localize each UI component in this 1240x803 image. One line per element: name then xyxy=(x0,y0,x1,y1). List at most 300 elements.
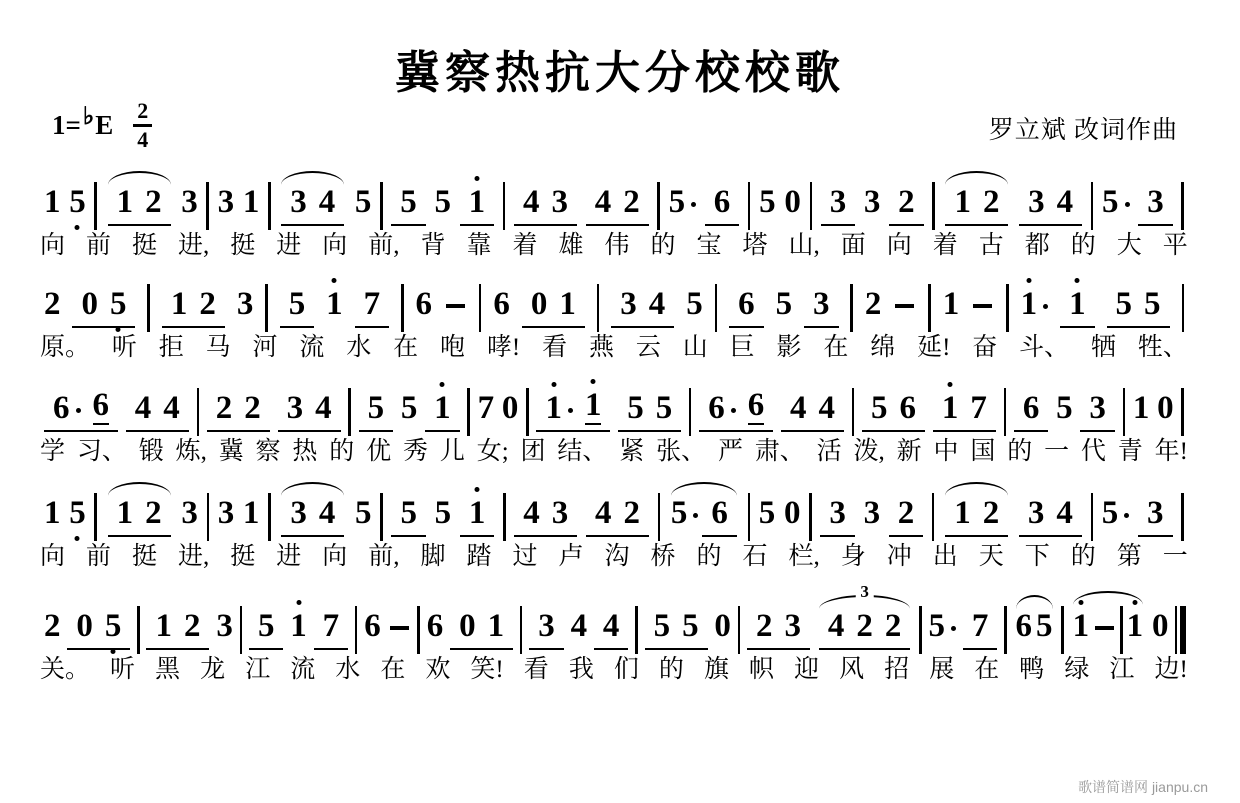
note-digit-wrap xyxy=(290,497,307,530)
note-digit: 3 xyxy=(829,184,847,220)
lyric-syllable: 一 xyxy=(1044,438,1070,465)
slur-group xyxy=(817,582,913,650)
note-digit: 0 xyxy=(76,608,93,644)
note-digit: 6 xyxy=(426,607,444,644)
lyric-syllable: 龙 xyxy=(200,656,226,683)
note xyxy=(400,497,417,530)
key-prefix: 1= xyxy=(52,109,81,140)
note-digit-wrap xyxy=(871,392,888,425)
beam-group xyxy=(536,386,610,433)
note-digit: 2 xyxy=(199,286,216,322)
lyric-syllable: 欢 xyxy=(425,656,451,683)
augmentation-dot xyxy=(568,408,573,413)
note-digit-wrap xyxy=(469,497,486,530)
note-digit: 0 xyxy=(784,183,801,220)
beam-group xyxy=(804,288,839,328)
note-digit: 2 xyxy=(982,495,1000,531)
beam-group xyxy=(862,392,925,432)
note xyxy=(570,607,588,651)
lyrics-row xyxy=(40,230,1188,262)
note xyxy=(44,494,61,538)
note xyxy=(1102,183,1130,227)
beam-group xyxy=(278,392,341,432)
key-and-time-signature xyxy=(52,100,152,151)
note-digit: 4 xyxy=(134,390,152,426)
barline xyxy=(932,182,935,230)
note xyxy=(670,494,699,538)
beam-group xyxy=(586,497,649,537)
augmentation-dot xyxy=(691,202,696,207)
beam-group xyxy=(514,497,577,537)
lyric-syllable: 团 xyxy=(520,438,546,465)
lyrics-row xyxy=(40,654,1188,686)
beam-group xyxy=(1138,186,1173,226)
note-digit: 4 xyxy=(827,608,845,644)
note-digit: 6 xyxy=(415,285,433,322)
note-digit-wrap xyxy=(319,497,336,530)
beam-group xyxy=(108,497,171,537)
note-digit-wrap xyxy=(538,610,555,643)
beam-group xyxy=(747,610,810,650)
note xyxy=(135,392,152,425)
note-digit-wrap xyxy=(258,610,275,643)
note xyxy=(1144,288,1161,321)
slur-arc xyxy=(108,482,171,496)
note-digit: 2 xyxy=(982,184,1000,220)
note xyxy=(290,497,307,530)
note xyxy=(885,610,902,643)
lyric-syllable: 炼, xyxy=(175,438,207,465)
octave-dot-above xyxy=(551,382,556,387)
note xyxy=(1152,607,1169,651)
note xyxy=(856,610,873,643)
barline xyxy=(657,182,660,230)
barline xyxy=(689,388,692,436)
note-digit-wrap xyxy=(155,610,172,643)
barline xyxy=(1182,284,1185,332)
note-digit-wrap xyxy=(44,607,61,644)
note xyxy=(244,392,261,425)
barline xyxy=(380,182,383,230)
beam-group xyxy=(162,288,225,328)
lyric-syllable: 察 xyxy=(255,438,281,465)
note xyxy=(756,610,773,643)
lyric-syllable: 桥 xyxy=(650,543,676,570)
beam-group xyxy=(1138,497,1173,537)
barline xyxy=(1004,606,1007,654)
note xyxy=(623,497,640,530)
lyric-syllable: 的 xyxy=(329,438,355,465)
lyric-syllable: 风 xyxy=(839,656,865,683)
note-digit-wrap xyxy=(523,186,540,219)
augmentation-dot xyxy=(693,513,698,518)
note-digit: 5 xyxy=(69,494,86,531)
note xyxy=(523,186,540,219)
note xyxy=(163,392,180,425)
note-digit-wrap xyxy=(714,186,731,219)
note-digit: 5 xyxy=(655,390,673,426)
lyric-syllable: 泼, xyxy=(853,438,885,465)
note-digit: 1 xyxy=(44,494,61,531)
note-digit: 1 xyxy=(1069,286,1086,322)
note-digit-wrap xyxy=(217,183,235,220)
barline xyxy=(137,606,140,654)
composer-credit: 罗立斌 改词作曲 xyxy=(988,117,1178,144)
note xyxy=(145,186,162,219)
note xyxy=(603,610,620,643)
note xyxy=(620,288,637,321)
note xyxy=(584,386,602,426)
note-digit: 5 xyxy=(653,608,671,644)
note-digit: 1 xyxy=(155,608,172,644)
lyric-syllable: 的 xyxy=(696,543,722,570)
note-digit: 1 xyxy=(1020,285,1038,322)
note-digit: 4 xyxy=(570,607,588,644)
note-digit: 4 xyxy=(790,390,807,426)
lyric-syllable: 江 xyxy=(1109,656,1135,683)
tuplet-number: 3 xyxy=(855,583,874,600)
note-digit: 0 xyxy=(1152,607,1169,644)
note-digit-wrap xyxy=(523,497,540,530)
barline xyxy=(597,284,600,332)
barline xyxy=(748,493,751,541)
final-barline xyxy=(1175,606,1186,654)
note-digit-wrap xyxy=(668,183,686,220)
octave-dot-above xyxy=(1026,278,1031,283)
lyric-syllable: 山 xyxy=(682,334,708,361)
lyric-syllable: 帜 xyxy=(749,656,775,683)
note xyxy=(493,285,510,329)
note xyxy=(415,285,433,329)
lyric-syllable: 结、 xyxy=(557,438,608,465)
lyric-syllable: 笑! xyxy=(470,656,504,683)
note-digit: 1 xyxy=(242,183,260,220)
note xyxy=(459,610,476,643)
note-digit-wrap xyxy=(829,497,846,530)
lyric-syllable: 青 xyxy=(1117,438,1143,465)
note-digit-wrap xyxy=(1028,497,1045,530)
lyric-syllable: 古 xyxy=(978,232,1004,259)
note xyxy=(871,392,888,425)
note xyxy=(426,607,444,651)
note-digit: 1 xyxy=(942,285,960,322)
lyric-syllable: 向 xyxy=(886,232,912,259)
barline xyxy=(852,388,855,436)
note-digit: 1 xyxy=(1072,607,1090,644)
slur-arc xyxy=(1016,595,1053,609)
note xyxy=(552,497,569,530)
note-digit: 2 xyxy=(44,285,61,322)
note-digit: 2 xyxy=(145,495,162,531)
lyric-syllable: 水 xyxy=(335,656,361,683)
lyric-syllable: 巨 xyxy=(729,334,755,361)
lyric-syllable: 严 xyxy=(717,438,743,465)
note-digit-wrap xyxy=(319,186,336,219)
note-digit: 3 xyxy=(784,608,802,644)
note xyxy=(242,494,260,538)
note-digit: 5 xyxy=(288,286,306,322)
note xyxy=(829,497,846,530)
slur-group xyxy=(1014,607,1055,651)
lyric-syllable: 向 xyxy=(40,543,66,570)
lyric-syllable: 一 xyxy=(1162,543,1188,570)
barline xyxy=(1006,284,1009,332)
note xyxy=(784,183,801,227)
note-digit-wrap xyxy=(81,288,98,321)
note-digit-wrap xyxy=(603,610,620,643)
lyric-syllable: 原。 xyxy=(40,334,91,361)
lyric-syllable: 进, xyxy=(178,543,210,570)
lyric-syllable: 新 xyxy=(896,438,922,465)
lyric-syllable: 鸭 xyxy=(1019,656,1045,683)
barline xyxy=(1061,606,1064,654)
note xyxy=(364,288,381,321)
note-digit: 7 xyxy=(322,608,340,644)
note-digit-wrap xyxy=(620,288,637,321)
lyric-syllable: 奋 xyxy=(972,334,998,361)
note xyxy=(790,392,807,425)
note-digit: 2 xyxy=(44,607,61,644)
beam-group xyxy=(450,610,513,650)
note-digit: 3 xyxy=(1028,184,1045,220)
note xyxy=(813,288,830,321)
slur-group xyxy=(106,497,173,537)
barline xyxy=(240,606,243,654)
note-digit: 3 xyxy=(863,183,881,220)
note-digit-wrap xyxy=(488,610,505,643)
note-digit: 4 xyxy=(602,608,620,644)
octave-dot-above xyxy=(948,382,953,387)
dash-note xyxy=(973,304,992,309)
note-digit-wrap xyxy=(1072,607,1090,644)
beam-group xyxy=(314,610,349,650)
note-digit-wrap xyxy=(686,285,703,322)
note-digit-wrap xyxy=(242,183,260,220)
lyric-syllable: 进 xyxy=(276,232,302,259)
note-digit: 5 xyxy=(434,494,452,531)
note-digit-wrap xyxy=(184,610,201,643)
note-digit: 4 xyxy=(163,390,180,426)
note xyxy=(1101,494,1130,538)
beam-group xyxy=(146,610,209,650)
note xyxy=(469,186,486,219)
lyric-syllable: 听 xyxy=(110,656,136,683)
note-digit: 3 xyxy=(1089,390,1106,426)
note-digit-wrap xyxy=(570,607,588,644)
note-digit-wrap xyxy=(236,285,254,322)
note xyxy=(319,497,336,530)
augmentation-dot xyxy=(1125,202,1130,207)
note-digit-wrap xyxy=(595,186,612,219)
lyric-syllable: 看 xyxy=(523,656,549,683)
lyric-syllable: 咆 xyxy=(440,334,466,361)
note-digit-wrap xyxy=(885,610,902,643)
beam-group xyxy=(699,386,773,433)
note-digit: 3 xyxy=(551,495,569,531)
note-digit-wrap xyxy=(199,288,216,321)
note-digit-wrap xyxy=(242,494,260,531)
lyric-syllable: 马 xyxy=(205,334,231,361)
watermark: 歌谱简谱网 jianpu.cn xyxy=(1078,779,1208,795)
note xyxy=(627,392,644,425)
note xyxy=(738,288,755,321)
note-digit: 3 xyxy=(813,286,830,322)
note-digit: 4 xyxy=(818,390,836,426)
octave-dot-above xyxy=(296,600,301,605)
note-digit-wrap xyxy=(145,186,162,219)
note xyxy=(236,285,254,329)
note-digit: 1 xyxy=(116,495,134,531)
beam-group xyxy=(108,186,171,226)
lyric-syllable: 在 xyxy=(974,656,1000,683)
lyric-syllable: 流 xyxy=(290,656,316,683)
octave-dot-above xyxy=(591,379,596,384)
lyric-syllable: 靠 xyxy=(466,232,492,259)
note-digit-wrap xyxy=(714,607,731,644)
note-digit-wrap xyxy=(954,497,971,530)
note-digit-wrap xyxy=(790,392,807,425)
note-digit-wrap xyxy=(595,497,612,530)
note xyxy=(290,186,307,219)
final-barline-thin xyxy=(1175,606,1177,654)
note-digit: 5 xyxy=(1102,183,1119,220)
note-digit-wrap xyxy=(117,497,134,530)
barline xyxy=(417,606,420,654)
lyric-syllable: 国 xyxy=(970,438,996,465)
note-digit: 2 xyxy=(623,495,640,531)
note-digit: 5 xyxy=(69,183,86,220)
note-digit-wrap xyxy=(942,392,959,425)
note-digit: 5 xyxy=(400,389,418,426)
note xyxy=(289,288,306,321)
lyric-syllable: 挺 xyxy=(230,543,256,570)
note xyxy=(354,183,372,227)
note-digit: 1 xyxy=(290,607,307,644)
note xyxy=(216,392,233,425)
lyric-syllable: 秀 xyxy=(402,438,428,465)
note xyxy=(819,392,836,425)
barline xyxy=(809,493,812,541)
note-digit: 0 xyxy=(783,494,801,531)
note xyxy=(942,285,960,329)
beam-group xyxy=(645,610,708,650)
note-digit-wrap xyxy=(290,186,307,219)
note-digit: 0 xyxy=(714,607,731,644)
note-digit-wrap xyxy=(627,392,644,425)
lyric-syllable: 的 xyxy=(650,232,676,259)
barline xyxy=(1123,388,1126,436)
lyric-syllable: 背 xyxy=(420,232,446,259)
lyric-syllable: 肃、 xyxy=(754,438,805,465)
dash-note xyxy=(895,304,914,309)
augmentation-dot xyxy=(1043,304,1048,309)
beam-group xyxy=(44,386,118,433)
note-digit: 1 xyxy=(545,390,562,426)
note-digit: 2 xyxy=(244,390,261,426)
note xyxy=(290,607,307,651)
note-digit-wrap xyxy=(1028,186,1045,219)
lyric-syllable: 都 xyxy=(1024,232,1050,259)
barline xyxy=(503,493,506,541)
note xyxy=(258,610,275,643)
lyric-syllable: 平 xyxy=(1162,232,1188,259)
note-digit: 5 xyxy=(686,285,703,322)
note-digit-wrap xyxy=(584,386,602,423)
lyric-syllable: 水 xyxy=(346,334,372,361)
note-digit-wrap xyxy=(477,389,495,426)
octave-dot-above xyxy=(475,487,480,492)
beam-group xyxy=(618,392,681,432)
note-digit: 7 xyxy=(477,389,495,426)
note-digit: 1 xyxy=(1126,607,1144,644)
note xyxy=(623,186,640,219)
note-digit-wrap xyxy=(434,392,451,425)
lyric-syllable: 中 xyxy=(933,438,959,465)
beam-group xyxy=(425,392,460,432)
barline xyxy=(520,606,523,654)
note-digit-wrap xyxy=(92,386,110,423)
note-digit: 1 xyxy=(954,495,971,531)
note xyxy=(1072,607,1090,651)
note-digit: 4 xyxy=(315,390,332,426)
octave-dot-above xyxy=(1078,600,1083,605)
slur-group xyxy=(669,494,739,538)
lyric-syllable: 冀 xyxy=(218,438,244,465)
note-digit: 3 xyxy=(217,494,235,531)
beam-group xyxy=(1019,497,1082,537)
lyric-syllable: 在 xyxy=(823,334,849,361)
barline xyxy=(1181,182,1184,230)
note xyxy=(434,183,451,227)
note-digit-wrap xyxy=(813,288,830,321)
barline xyxy=(467,388,470,436)
beam-group xyxy=(945,497,1008,537)
note-digit-wrap xyxy=(354,183,372,220)
slur-group xyxy=(106,186,173,226)
octave-dot-below xyxy=(111,649,116,654)
barline xyxy=(268,493,271,541)
note-digit: 4 xyxy=(648,286,666,322)
note-digit: 3 xyxy=(217,183,235,220)
augmentation-dot xyxy=(731,408,736,413)
note-digit: 6 xyxy=(708,390,725,426)
lyric-syllable: 锻 xyxy=(138,438,164,465)
note-digit-wrap xyxy=(216,392,233,425)
note xyxy=(863,494,881,538)
note-digit-wrap xyxy=(434,494,452,531)
slur-group xyxy=(943,186,1010,226)
note-digit: 6 xyxy=(747,386,765,423)
beam-group xyxy=(1019,186,1082,226)
note-digit: 1 xyxy=(44,183,61,220)
note-digit-wrap xyxy=(1056,497,1073,530)
lyric-syllable: 前, xyxy=(368,543,400,570)
note xyxy=(830,186,847,219)
note-digit-wrap xyxy=(623,497,640,530)
note-digit-wrap xyxy=(552,186,569,219)
note-digit: 6 xyxy=(364,607,381,644)
note xyxy=(199,288,216,321)
note-digit-wrap xyxy=(972,610,989,643)
lyric-syllable: 影 xyxy=(776,334,802,361)
note xyxy=(1028,186,1045,219)
note xyxy=(171,288,188,321)
note-digit: 5 xyxy=(758,494,776,531)
lyric-syllable: 燕 xyxy=(588,334,614,361)
note-digit: 1 xyxy=(242,494,260,531)
note-digit: 3 xyxy=(1027,495,1045,531)
lyric-syllable: 招 xyxy=(884,656,910,683)
